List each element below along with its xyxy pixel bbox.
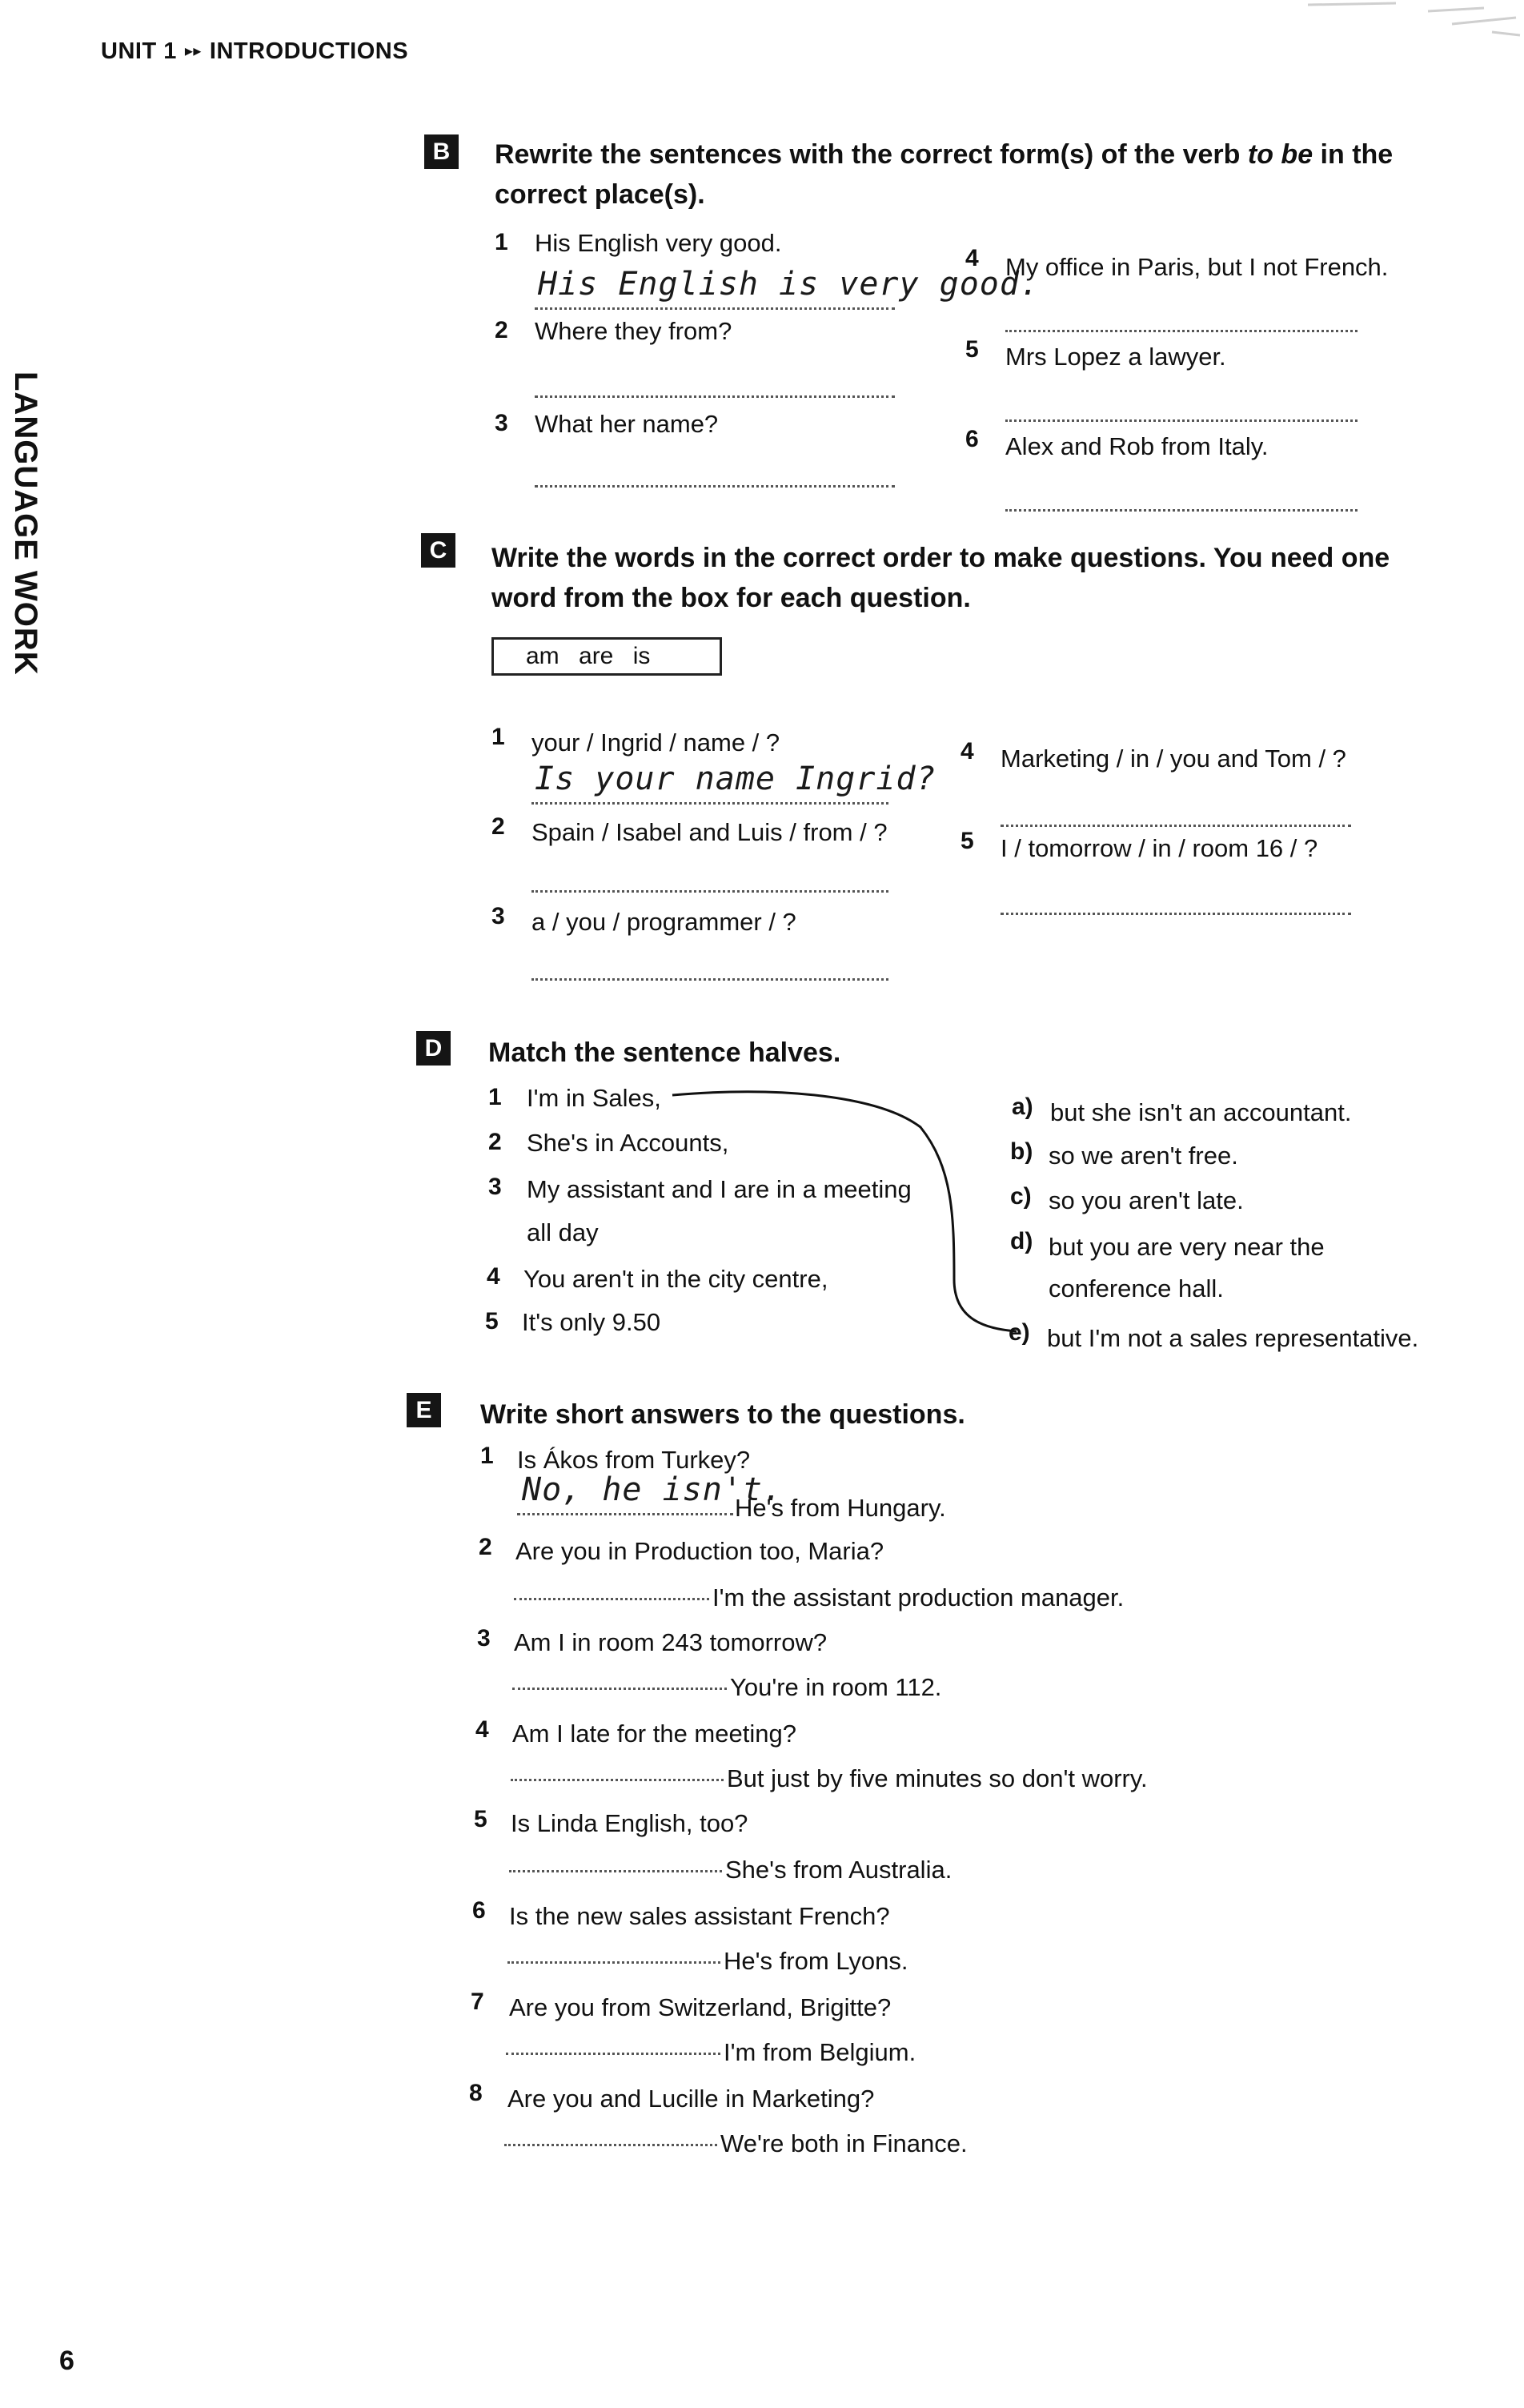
question-text: I / tomorrow / in / room 16 / ? <box>1001 834 1318 862</box>
answer-followup: He's from Hungary. <box>735 1494 946 1522</box>
item-number: 5 <box>961 828 974 854</box>
item-number: 2 <box>479 1534 492 1560</box>
item-number: 7 <box>471 1989 484 2015</box>
question-text: Am I late for the meeting? <box>512 1720 796 1748</box>
question-text: His English very good. <box>535 229 782 257</box>
handwritten-answer: No, he isn't. <box>522 1471 784 1508</box>
item-number: 3 <box>491 903 505 929</box>
matching-line <box>664 1079 1025 1335</box>
sentence-half[interactable]: You aren't in the city centre, <box>523 1265 828 1293</box>
item-number: 6 <box>965 426 979 452</box>
answer-line[interactable] <box>1005 509 1358 512</box>
answer-line[interactable] <box>509 1870 722 1872</box>
section-e-instruction: Write short answers to the questions. <box>480 1399 965 1430</box>
answer-followup: I'm from Belgium. <box>724 2038 916 2066</box>
unit-number: UNIT 1 <box>101 38 177 64</box>
question-text: Are you in Production too, Maria? <box>515 1537 884 1565</box>
answer-line[interactable] <box>506 2053 720 2055</box>
answer-line[interactable] <box>511 1779 724 1781</box>
item-number: 4 <box>965 245 979 271</box>
question-text: Spain / Isabel and Luis / from / ? <box>531 818 888 846</box>
sentence-half[interactable]: It's only 9.50 <box>522 1308 661 1336</box>
answer-line[interactable] <box>531 802 888 805</box>
question-text: Mrs Lopez a lawyer. <box>1005 343 1226 371</box>
answer-line-underline <box>517 1513 733 1515</box>
item-number: 2 <box>495 317 508 343</box>
item-number: 2 <box>491 813 505 840</box>
answer-followup: We're both in Finance. <box>720 2129 968 2157</box>
item-number: 1 <box>491 724 505 750</box>
question-text: Where they from? <box>535 317 732 345</box>
section-e-letter: E <box>407 1393 441 1427</box>
sentence-ending[interactable]: but she isn't an accountant. <box>1050 1098 1352 1126</box>
section-b-instruction: Rewrite the sentences with the correct form(s) of the verb to be in the correct place(s). <box>495 139 1394 210</box>
answer-line[interactable] <box>507 1961 720 1964</box>
scan-smudge <box>1188 0 1524 48</box>
answer-line[interactable] <box>504 2144 717 2146</box>
handwritten-answer: Is your name Ingrid? <box>535 761 936 797</box>
item-number: 4 <box>487 1263 500 1290</box>
option-letter: a) <box>1012 1094 1033 1120</box>
item-number: 3 <box>477 1625 491 1651</box>
section-b-letter: B <box>424 134 459 169</box>
item-number: 1 <box>480 1443 494 1469</box>
answer-line[interactable] <box>517 1508 732 1511</box>
unit-title: INTRODUCTIONS <box>209 38 409 64</box>
item-number: 4 <box>961 738 974 765</box>
item-number: 1 <box>495 229 508 255</box>
sentence-half[interactable]: My assistant and I are in a meeting <box>527 1175 912 1203</box>
question-text: Is the new sales assistant French? <box>509 1902 890 1930</box>
question-text: a / you / programmer / ? <box>531 908 796 936</box>
section-c-instruction: Write the words in the correct order to make questions. You need one word from the box for each question. <box>491 543 1390 613</box>
item-number: 2 <box>488 1129 502 1155</box>
sentence-ending[interactable]: but you are very near the <box>1049 1233 1325 1261</box>
answer-line[interactable] <box>514 1598 709 1600</box>
answer-line[interactable] <box>1001 825 1351 827</box>
question-text: My office in Paris, but I not French. <box>1005 253 1389 281</box>
sentence-ending[interactable]: so we aren't free. <box>1049 1142 1238 1170</box>
answer-row <box>512 1673 941 1702</box>
item-number: 8 <box>469 2080 483 2106</box>
question-text: Marketing / in / you and Tom / ? <box>1001 744 1346 773</box>
sentence-half[interactable]: She's in Accounts, <box>527 1129 729 1157</box>
answer-row <box>506 2038 916 2067</box>
answer-line[interactable] <box>1005 419 1358 422</box>
question-text: Is Linda English, too? <box>511 1809 748 1837</box>
question-text: your / Ingrid / name / ? <box>531 728 780 757</box>
answer-row <box>517 1494 946 1523</box>
section-c-letter: C <box>421 533 455 568</box>
question-text: Are you from Switzerland, Brigitte? <box>509 1993 892 2021</box>
answer-line[interactable] <box>535 395 895 398</box>
option-letter: b) <box>1010 1138 1033 1165</box>
section-d-instruction: Match the sentence halves. <box>488 1037 841 1068</box>
answer-row <box>509 1856 952 1884</box>
item-number: 5 <box>474 1806 487 1832</box>
answer-row <box>504 2129 968 2158</box>
question-text: Alex and Rob from Italy. <box>1005 432 1269 460</box>
answer-line[interactable] <box>531 890 888 893</box>
double-arrow-icon: ▸▸ <box>184 42 202 60</box>
answer-line[interactable] <box>512 1688 727 1690</box>
item-number: 4 <box>475 1716 489 1743</box>
answer-followup: He's from Lyons. <box>724 1947 908 1975</box>
section-d-letter: D <box>416 1031 451 1066</box>
question-text: What her name? <box>535 410 719 438</box>
answer-row <box>507 1947 908 1976</box>
option-letter: d) <box>1010 1228 1033 1254</box>
word-box: am are is <box>491 637 722 676</box>
item-number: 6 <box>472 1897 486 1924</box>
question-text: Are you and Lucille in Marketing? <box>507 2085 875 2113</box>
side-label: LANGUAGE WORK <box>8 371 43 676</box>
question-text: Is Ákos from Turkey? <box>517 1446 751 1474</box>
sentence-ending-continued: conference hall. <box>1049 1274 1224 1302</box>
answer-followup: I'm the assistant production manager. <box>712 1583 1125 1611</box>
answer-followup: You're in room 112. <box>730 1673 942 1701</box>
answer-line[interactable] <box>535 485 895 488</box>
item-number: 5 <box>485 1308 499 1334</box>
sentence-ending[interactable]: but I'm not a sales representative. <box>1047 1324 1419 1352</box>
question-text: Am I in room 243 tomorrow? <box>514 1628 828 1656</box>
item-number: 3 <box>488 1174 502 1200</box>
answer-line[interactable] <box>1005 330 1358 332</box>
sentence-half-continued: all day <box>527 1218 599 1246</box>
item-number: 5 <box>965 336 979 363</box>
sentence-half[interactable]: I'm in Sales, <box>527 1084 661 1112</box>
answer-line[interactable] <box>535 307 895 310</box>
unit-header <box>101 38 408 65</box>
sentence-ending[interactable]: so you aren't late. <box>1049 1186 1244 1214</box>
item-number: 3 <box>495 410 508 436</box>
handwritten-answer: His English is very good. <box>538 266 1041 303</box>
answer-row <box>511 1764 1148 1793</box>
answer-followup: But just by five minutes so don't worry. <box>727 1764 1148 1792</box>
option-letter: c) <box>1010 1183 1032 1210</box>
answer-followup: She's from Australia. <box>725 1856 952 1884</box>
option-letter: e) <box>1009 1319 1030 1346</box>
page-number: 6 <box>59 2346 74 2376</box>
item-number: 1 <box>488 1084 502 1110</box>
answer-line[interactable] <box>531 978 888 981</box>
answer-line[interactable] <box>1001 913 1351 915</box>
answer-row <box>514 1583 1124 1612</box>
